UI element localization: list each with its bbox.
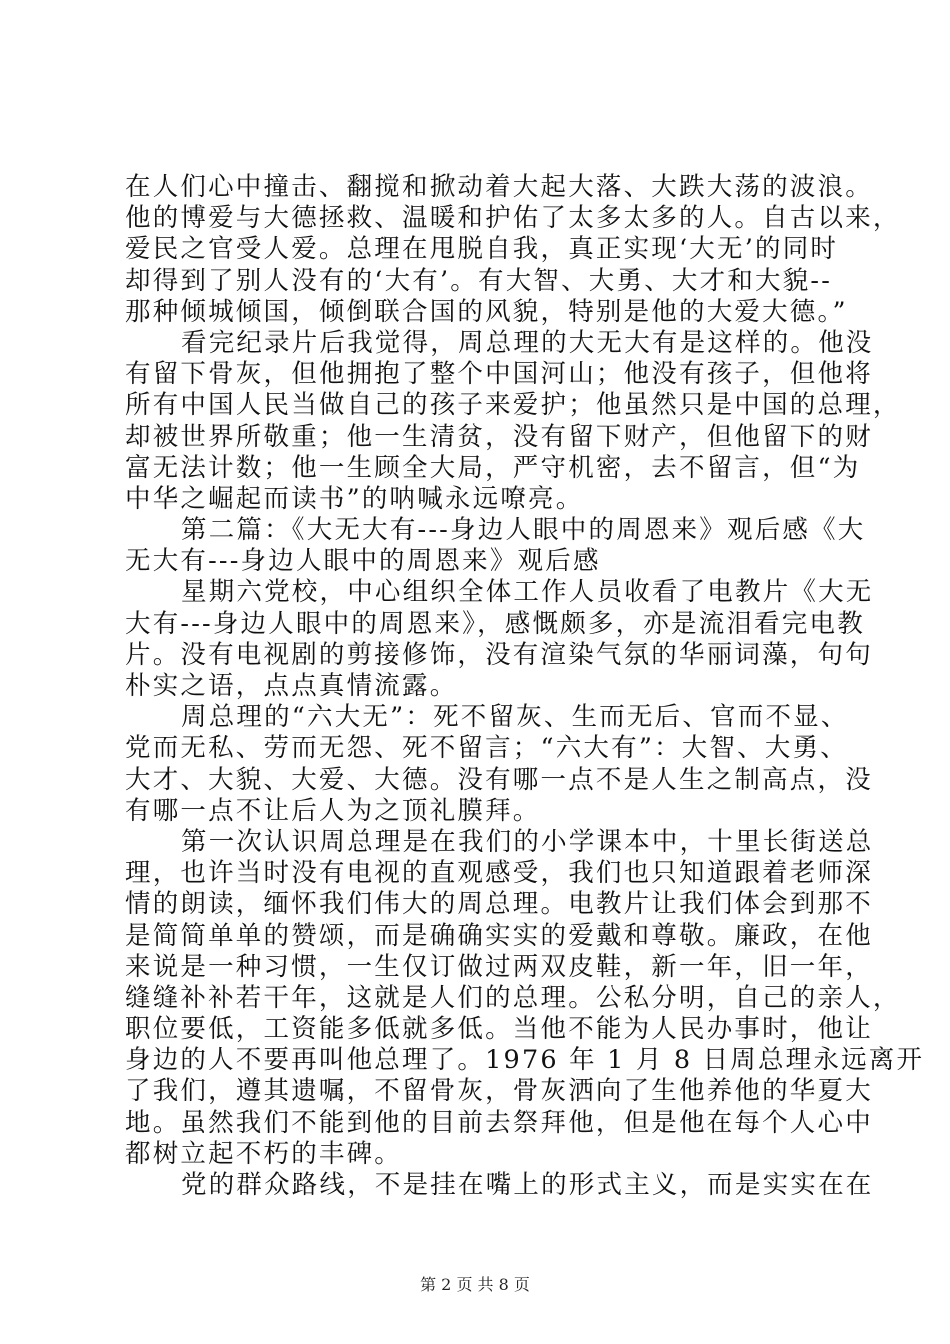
text-line: 看完纪录片后我觉得，周总理的大无大有是这样的。他没 [181, 327, 874, 358]
section-heading: 无大有---身边人眼中的周恩来》观后感 [125, 546, 601, 577]
text-line: 是简简单单的赞颂，而是确确实实的爱戴和尊敬。廉政，在他 [125, 920, 873, 951]
text-line: 理，也许当时没有电视的直观感受，我们也只知道跟着老师深 [125, 858, 873, 889]
section-heading: 第二篇：《大无大有---身边人眼中的周恩来》观后感《大 [181, 515, 866, 546]
text-line: 富无法计数；他一生顾全大局，严守机密，去不留言，但“为 [125, 452, 861, 483]
text-line: 来说是一种习惯，一生仅订做过两双皮鞋，新一年，旧一年， [125, 951, 873, 982]
text-line: 缝缝补补若干年，这就是人们的总理。公私分明，自己的亲人， [125, 982, 901, 1013]
text-line: 地。虽然我们不能到他的目前去祭拜他，但是他在每个人心中 [125, 1107, 873, 1138]
text-line: 片。没有电视剧的剪接修饰，没有渲染气氛的华丽词藻，句句 [125, 639, 873, 670]
text-line: 却被世界所敬重；他一生清贫，没有留下财产，但他留下的财 [125, 421, 873, 452]
text-line: 第一次认识周总理是在我们的小学课本中，十里长街送总 [181, 826, 874, 857]
text-line: 职位要低，工资能多低就多低。当他不能为人民办事时，他让 [125, 1014, 873, 1045]
text-line: 大才、大貌、大爱、大德。没有哪一点不是人生之制高点，没 [125, 764, 873, 795]
text-line: 周总理的“六大无”：死不留灰、生而无后、官而不显、 [181, 702, 849, 733]
text-line: 朴实之语，点点真情流露。 [125, 671, 458, 701]
text-line: 却得到了别人没有的‘大有’。有大智、大勇、大才和大貌-- [125, 265, 833, 296]
text-line: 党而无私、劳而无怨、死不留言；“六大有”：大智、大勇、 [125, 733, 848, 764]
text-line: 所有中国人民当做自己的孩子来爱护；他虽然只是中国的总理， [125, 390, 901, 421]
text-line: 有哪一点不让后人为之顶礼膜拜。 [125, 795, 541, 826]
text-line: 身边的人不要再叫他总理了。1976 年 1 月 8 日周总理永远离开 [125, 1045, 925, 1076]
text-line: 党的群众路线，不是挂在嘴上的形式主义，而是实实在在 [181, 1170, 874, 1200]
body-text [125, 172, 925, 1201]
text-line: 爱民之官受人爱。总理在甩脱自我，真正实现‘大无’的同时 [125, 234, 839, 265]
text-line: 在人们心中撞击、翻搅和掀动着大起大落、大跌大荡的波浪。 [125, 172, 873, 202]
text-line: 情的朗读，缅怀我们伟大的周总理。电教片让我们体会到那不 [125, 889, 873, 920]
text-line: 中华之崛起而读书”的呐喊永远嘹亮。 [125, 483, 584, 514]
text-line: 都树立起不朽的丰碑。 [125, 1138, 403, 1169]
text-line: 了我们，遵其遗嘱，不留骨灰，骨灰洒向了生他养他的华夏大 [125, 1076, 873, 1107]
page-footer: 第 2 页 共 8 页 [420, 1275, 530, 1294]
text-line: 大有---身边人眼中的周恩来》，感慨颇多，亦是流泪看完电教 [125, 608, 865, 639]
text-line: 那种倾城倾国，倾倒联合国的风貌，特别是他的大爱大德。” [125, 296, 848, 327]
text-line: 他的博爱与大德拯救、温暖和护佑了太多太多的人。自古以来， [125, 203, 901, 234]
text-line: 星期六党校，中心组织全体工作人员收看了电教片《大无 [181, 577, 874, 608]
text-line: 有留下骨灰，但他拥抱了整个中国河山；他没有孩子，但他将 [125, 359, 873, 390]
